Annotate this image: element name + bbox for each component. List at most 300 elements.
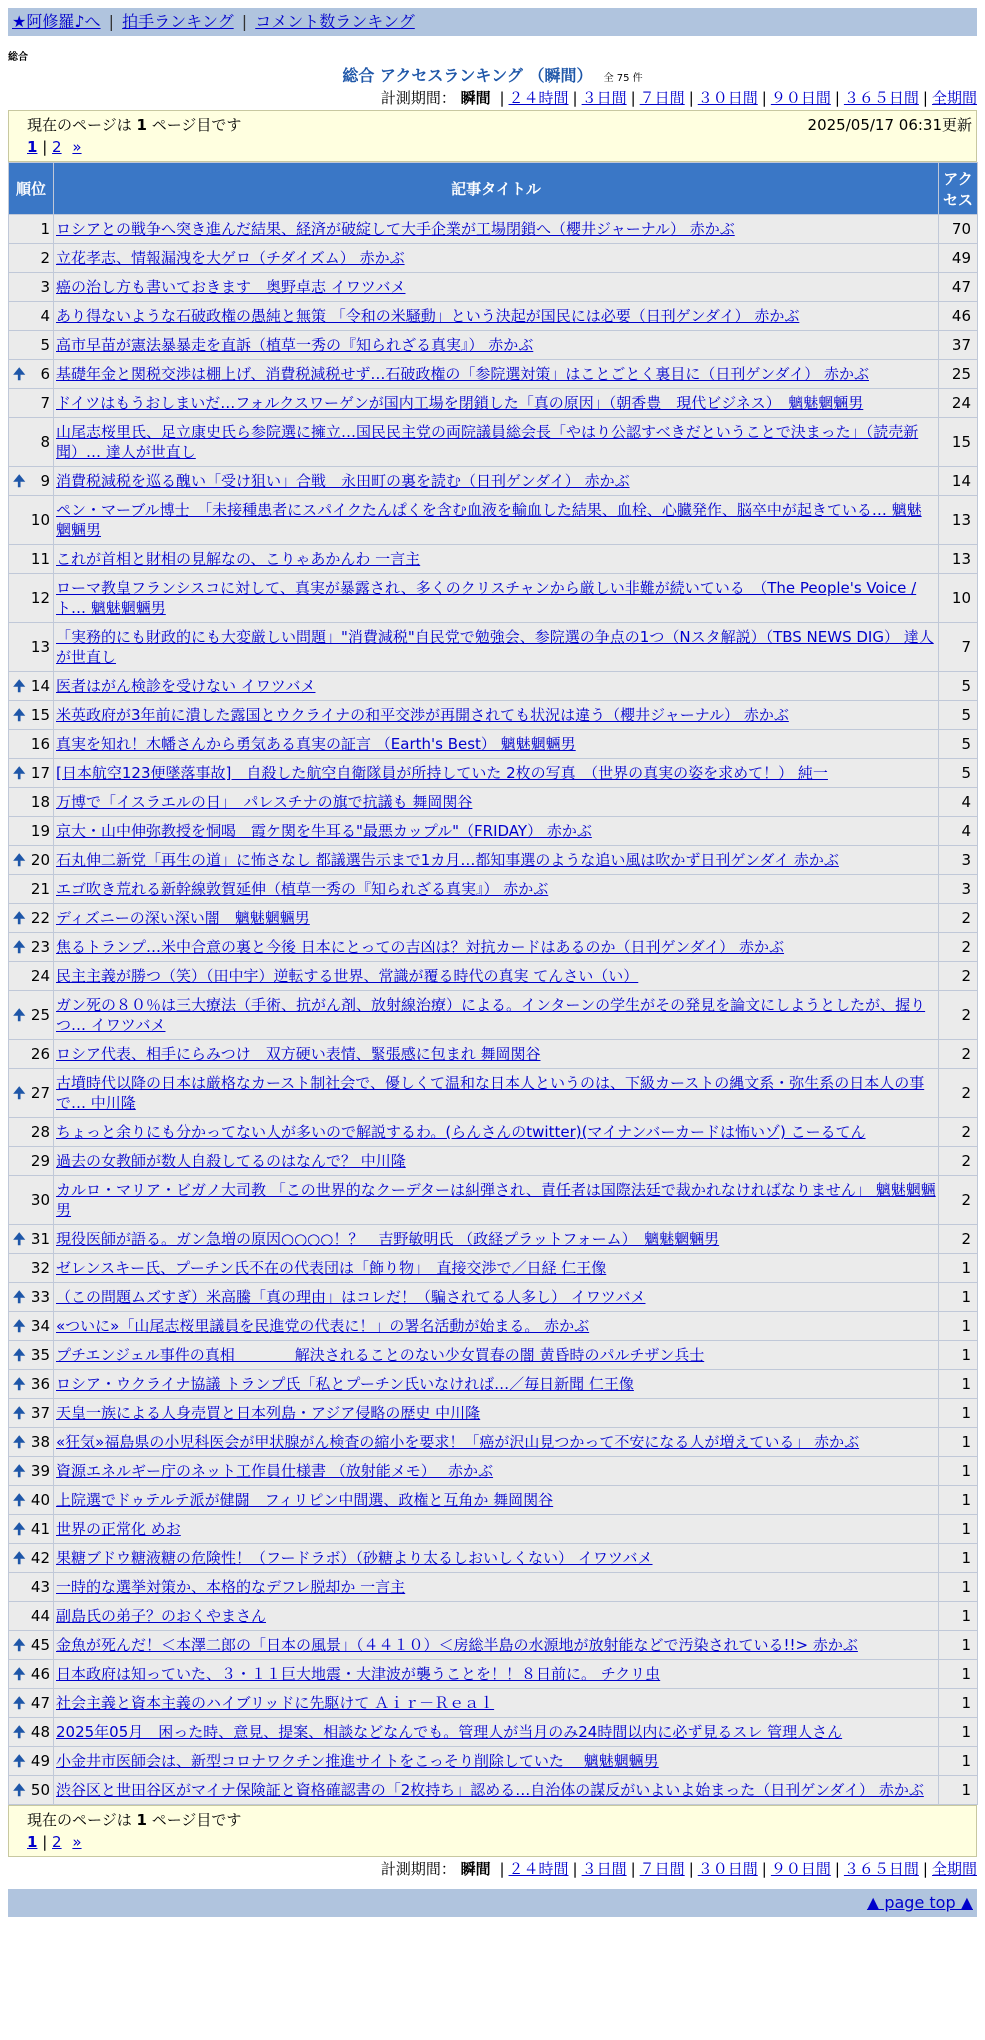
access-count: 13 [939,496,978,545]
period-link[interactable]: ３０日間 [697,89,758,107]
page-top-link[interactable]: ▲ page top ▲ [866,1893,973,1912]
article-link[interactable]: 2025年05月 困った時、意見、提案、相談などなんでも。管理人が当月のみ24時間以内に必ず見るスレ 管理人さん [56,1723,843,1741]
period-separator: | [630,89,636,107]
rank-up-arrow-icon: 🠉 [13,1404,26,1422]
article-link[interactable]: これが首相と財相の見解なの、こりゃあかんわ 一言主 [56,550,421,568]
table-row [9,1176,978,1225]
access-count: 1 [939,1283,978,1312]
rank-up-arrow-icon: 🠉 [13,1549,26,1567]
rank-up-arrow-icon: 🠉 [13,1462,26,1480]
table-row [9,788,978,817]
article-link[interactable]: ロシアとの戦争へ突き進んだ結果、経済が破綻して大手企業が工場閉鎖へ（櫻井ジャーナル） 赤かぶ [56,220,735,238]
article-link[interactable]: あり得ないような石破政権の愚純と無策 「令和の米騒動」という決起が国民には必要（日刊ゲンダイ） 赤かぶ [56,307,800,325]
rank-up-arrow-icon: 🠉 [13,1288,26,1306]
table-row [9,1573,978,1602]
title-cell [54,1312,939,1341]
rank-number: 35 [30,1346,50,1364]
title-cell [54,623,939,672]
article-link[interactable]: 過去の女教師が数人自殺してるのはなんで？ 中川隆 [56,1152,406,1170]
rank-number: 2 [40,249,50,267]
title-cell [54,1069,939,1118]
period-link[interactable]: ９０日間 [770,1860,831,1878]
paging-box-top [8,110,977,162]
article-link[interactable]: ローマ教皇フランシスコに対して、真実が暴露され、多くのクリスチャンから厳しい非難が続いている （The People's Voice / ト… 魑魅魍魎男 [56,579,917,617]
article-link[interactable]: [日本航空123便墜落事故] 自殺した航空自衛隊員が所持していた 2枚の写真 （世界の真実の姿を求めて！） 純一 [56,764,828,782]
title-cell [54,418,939,467]
rank-cell [9,360,54,389]
page-1-link[interactable]: 1 [27,138,38,156]
title-cell [54,672,939,701]
article-link[interactable]: 一時的な選挙対策か、本格的なデフレ脱却か 一言主 [56,1578,406,1596]
table-row [9,1428,978,1457]
table-row [9,1341,978,1370]
table-row [9,1069,978,1118]
table-row [9,467,978,496]
rank-number: 23 [30,938,50,956]
title-cell [54,1283,939,1312]
rank-number: 13 [30,638,50,656]
rank-cell [9,574,54,623]
title-cell [54,496,939,545]
table-row [9,1776,978,1805]
title-cell [54,875,939,904]
access-count: 1 [939,1312,978,1341]
access-count: 2 [939,1225,978,1254]
rank-cell [9,418,54,467]
item-count: 全 75 件 [603,73,643,84]
article-link[interactable]: 資源エネルギー庁のネット工作員仕様書 （放射能メモ） 赤かぶ [56,1462,494,1480]
rank-up-arrow-icon: 🠉 [13,1230,26,1248]
access-count: 1 [939,1544,978,1573]
article-link[interactable]: 立花孝志、情報漏洩を大ゲロ（チダイズム） 赤かぶ [56,249,405,267]
rank-number: 27 [30,1084,50,1102]
article-link[interactable]: 山尾志桜里氏、足立康史氏ら参院選に擁立…国民民主党の両院議員総会長「やはり公認すべきだということで決まった」（読売新聞）… 達人が世直し [56,423,919,461]
access-count: 1 [939,1776,978,1805]
article-link[interactable]: 癌の治し方も書いておきます 奥野卓志 イワツバメ [56,278,406,296]
period-link[interactable]: 全期間 [931,1860,977,1878]
rank-cell [9,1573,54,1602]
access-count: 1 [939,1602,978,1631]
rank-number: 22 [30,909,50,927]
page-1-link[interactable]: 1 [27,1833,38,1851]
header-access: アクセス [939,163,978,215]
period-link[interactable]: ３６５日間 [843,89,919,107]
rank-cell [9,672,54,701]
page-title: 総合 アクセスランキング （瞬間） [342,66,593,85]
article-link[interactable]: 日本政府は知っていた、３・１１巨大地震・大津波が襲うことを！！８日前に。 チクリ虫 [56,1665,661,1683]
table-row [9,1370,978,1399]
access-count: 4 [939,788,978,817]
rank-up-arrow-icon: 🠉 [13,1006,26,1024]
rank-up-arrow-icon: 🠉 [13,1665,26,1683]
access-count: 7 [939,623,978,672]
rank-number: 8 [40,433,50,451]
page-heading [8,66,977,86]
title-cell [54,1254,939,1283]
article-link[interactable]: 医者はがん検診を受けない イワツバメ [56,677,316,695]
rank-number: 41 [30,1520,50,1538]
article-link[interactable]: （この問題ムズすぎ）米高騰「真の理由」はコレだ！（騙されてる人多し） イワツバメ [56,1288,646,1306]
page-status-suffix: ページ目です [151,1811,242,1829]
next-page-link[interactable]: » [72,1833,82,1851]
rank-cell [9,817,54,846]
header-title: 記事タイトル [54,163,939,215]
article-link[interactable]: ロシア・ウクライナ協議 トランプ氏「私とプーチン氏いなければ…／毎日新聞 仁王像 [56,1375,634,1393]
period-separator: | [499,89,505,107]
rank-up-arrow-icon: 🠉 [13,1375,26,1393]
title-cell [54,1544,939,1573]
title-cell [54,1573,939,1602]
rank-cell [9,623,54,672]
title-cell [54,1040,939,1069]
title-cell [54,730,939,759]
table-row [9,1486,978,1515]
rank-up-arrow-icon: 🠉 [13,1317,26,1335]
rank-number: 15 [30,706,50,724]
table-row [9,496,978,545]
article-link[interactable]: 米英政府が3年前に潰した露国とウクライナの和平交渉が再開されても状況は違う（櫻井ジャーナル） 赤かぶ [56,706,789,724]
period-separator: | [834,1860,840,1878]
article-link[interactable]: 万博で「イスラエルの日」 パレスチナの旗で抗議も 舞岡関谷 [56,793,473,811]
rank-cell [9,759,54,788]
rank-up-arrow-icon: 🠉 [13,938,26,956]
title-cell [54,1747,939,1776]
rank-cell [9,875,54,904]
rank-number: 4 [40,307,50,325]
article-link[interactable]: 果糖ブドウ糖液糖の危険性！（フードラボ）（砂糖より太るしおいしくない） イワツバメ [56,1549,653,1567]
title-cell [54,991,939,1040]
category-label: 総合 [8,52,28,63]
article-link[interactable]: ちょっと余りにも分かってない人が多いので解説するわ。(らんさんのtwitter)(マイナンバーカードは怖いゾ) こーるてん [56,1123,866,1141]
access-count: 2 [939,1118,978,1147]
rank-cell [9,1747,54,1776]
period-link[interactable]: ３日間 [581,1860,627,1878]
rank-cell [9,1486,54,1515]
article-link[interactable]: «狂気»福島県の小児科医会が甲状腺がん検査の縮小を要求！「癌が沢山見つかって不安になる人が増えている」 赤かぶ [56,1433,860,1451]
rank-cell [9,1544,54,1573]
article-link[interactable]: 天皇一族による人身売買と日本列島・アジア侵略の歴史 中川隆 [56,1404,481,1422]
article-link[interactable]: 社会主義と資本主義のハイブリッドに先駆けて Ａｉｒ－Ｒｅａｌ [56,1694,495,1712]
title-cell [54,933,939,962]
table-row [9,215,978,244]
title-cell [54,1225,939,1254]
title-cell [54,817,939,846]
page-status [27,1809,976,1831]
table-row [9,1660,978,1689]
article-link[interactable]: 石丸伸二新党「再生の道」に怖さなし 都議選告示まで1カ月…都知事選のような追い風は吹かず日刊ゲンダイ 赤かぶ [56,851,839,869]
title-cell [54,389,939,418]
table-row [9,962,978,991]
page-2-link[interactable]: 2 [52,1833,62,1851]
title-cell [54,1689,939,1718]
rank-cell [9,991,54,1040]
rank-cell [9,496,54,545]
article-link[interactable]: 世界の正常化 めお [56,1520,181,1538]
period-current: 瞬間 [460,89,491,107]
access-count: 5 [939,672,978,701]
rank-cell [9,1689,54,1718]
rank-up-arrow-icon: 🠉 [13,677,26,695]
rank-cell [9,701,54,730]
article-link[interactable]: ガン死の８０％は三大療法（手術、抗がん剤、放射線治療）による。インターンの学生がその発見を論文にしようとしたが、握りつ… イワツバメ [56,996,926,1034]
rank-cell [9,1602,54,1631]
title-cell [54,1341,939,1370]
title-cell [54,215,939,244]
article-link[interactable]: ドイツはもうおしまいだ…フォルクスワーゲンが国内工場を閉鎖した「真の原因」（朝香豊 現代ビジネス） 魑魅魍魎男 [56,394,864,412]
access-count: 24 [939,389,978,418]
title-cell [54,360,939,389]
rank-number: 10 [30,511,50,529]
page-separator: | [42,138,53,156]
rank-number: 49 [30,1752,50,1770]
article-link[interactable]: 基礎年金と関税交渉は棚上げ、消費税減税せず…石破政権の「参院選対策」はことごとく裏目に（日刊ゲンダイ） 赤かぶ [56,365,869,383]
article-link[interactable]: エゴ吹き荒れる新幹線敦賀延伸（植草一秀の『知られざる真実』） 赤かぶ [56,880,549,898]
rank-up-arrow-icon: 🠉 [13,1346,26,1364]
page-status-prefix: 現在のページは [27,1811,132,1829]
rank-number: 31 [30,1230,50,1248]
access-count: 1 [939,1341,978,1370]
nav-separator: | [108,12,115,31]
rank-number: 24 [30,967,50,985]
table-row [9,302,978,331]
table-row [9,730,978,759]
table-row [9,574,978,623]
article-link[interactable]: 高市早苗が憲法暴暴走を直訴（植草一秀の『知られざる真実』） 赤かぶ [56,336,534,354]
rank-cell [9,389,54,418]
rank-number: 21 [30,880,50,898]
table-row [9,418,978,467]
article-link[interactable]: 消費税減税を巡る醜い「受け狙い」合戦 永田町の裏を読む（日刊ゲンダイ） 赤かぶ [56,472,630,490]
table-row [9,875,978,904]
rank-number: 14 [30,677,50,695]
rank-cell [9,1225,54,1254]
article-link[interactable]: 上院選でドゥテルテ派が健闘 フィリピン中間選、政権と互角か 舞岡関谷 [56,1491,554,1509]
comment-ranking-link[interactable]: コメント数ランキング [255,12,415,31]
article-link[interactable]: ペン・マーブル博士 「未接種患者にスパイクたんぱくを含む血液を輸血した結果、血栓、心臓発作、脳卒中が起きている… 魑魅魍魎男 [56,501,922,539]
article-link[interactable]: 副島氏の弟子？のおくやまさん [56,1607,267,1625]
rank-number: 12 [30,589,50,607]
access-count: 5 [939,759,978,788]
table-row [9,1225,978,1254]
rank-cell [9,545,54,574]
access-count: 2 [939,1176,978,1225]
article-link[interactable]: 「実務的にも財政的にも大変厳しい問題」"消費減税"自民党で勉強会、参院選の争点の1つ（Nスタ解説）（TBS NEWS DIG） 達人が世直し [56,628,934,666]
access-count: 1 [939,1515,978,1544]
rank-number: 46 [30,1665,50,1683]
title-cell [54,1370,939,1399]
access-count: 2 [939,1069,978,1118]
article-link[interactable]: 小金井市医師会は、新型コロナワクチン推進サイトをこっそり削除していた 魑魅魍魎男 [56,1752,659,1770]
access-count: 1 [939,1254,978,1283]
period-link[interactable]: ２４時間 [508,1860,569,1878]
period-link[interactable]: 全期間 [931,89,977,107]
title-cell [54,545,939,574]
title-cell [54,1631,939,1660]
table-row [9,1040,978,1069]
article-link[interactable]: «ついに»「山尾志桜里議員を民進党の代表に！」の署名活動が始まる。 赤かぶ [56,1317,590,1335]
table-row [9,1147,978,1176]
title-cell [54,846,939,875]
table-row [9,759,978,788]
rank-cell [9,1312,54,1341]
table-row [9,389,978,418]
title-cell [54,1486,939,1515]
pagination [27,1831,976,1853]
article-link[interactable]: 焦るトランプ…米中合意の裏と今後 日本にとっての吉凶は？対抗カードはあるのか（日刊ゲンダイ） 赤かぶ [56,938,785,956]
table-row [9,846,978,875]
table-row [9,1602,978,1631]
period-link[interactable]: ３６５日間 [843,1860,919,1878]
period-link[interactable]: ３日間 [581,89,627,107]
rank-up-arrow-icon: 🠉 [13,1491,26,1509]
title-cell [54,574,939,623]
access-count: 2 [939,933,978,962]
rank-cell [9,1457,54,1486]
title-cell [54,701,939,730]
article-link[interactable]: 真実を知れ！木幡さんから勇気ある真実の証言 （Earth's Best） 魑魅魍魎男 [56,735,576,753]
access-count: 1 [939,1399,978,1428]
rank-number: 42 [30,1549,50,1567]
period-link[interactable]: ３０日間 [697,1860,758,1878]
rank-number: 7 [40,394,50,412]
article-link[interactable]: 京大・山中伸弥教授を恫喝 霞ケ関を牛耳る"最悪カップル"（FRIDAY） 赤かぶ [56,822,592,840]
access-count: 1 [939,1457,978,1486]
access-count: 14 [939,467,978,496]
period-link[interactable]: ７日間 [639,1860,685,1878]
rank-up-arrow-icon: 🠉 [13,365,26,383]
table-row [9,1254,978,1283]
page-status-suffix: ページ目です [151,116,242,134]
access-count: 1 [939,1486,978,1515]
access-count: 2 [939,904,978,933]
article-link[interactable]: 古墳時代以降の日本は厳格なカースト制社会で、優しくて温和な日本人というのは、下級カーストの縄文系・弥生系の日本人の事で… 中川隆 [56,1074,925,1112]
page-2-link[interactable]: 2 [52,138,62,156]
home-link[interactable]: ★阿修羅♪へ [12,12,101,31]
nav-separator: | [241,12,248,31]
title-cell [54,1515,939,1544]
header-rank: 順位 [9,163,54,215]
paging-box-bottom [8,1805,977,1857]
rank-number: 47 [30,1694,50,1712]
rank-number: 17 [30,764,50,782]
rank-number: 19 [30,822,50,840]
rank-number: 16 [30,735,50,753]
rank-number: 39 [30,1462,50,1480]
rank-cell [9,1428,54,1457]
access-count: 3 [939,875,978,904]
period-current: 瞬間 [460,1860,491,1878]
rank-number: 20 [30,851,50,869]
rank-up-arrow-icon: 🠉 [13,909,26,927]
article-link[interactable]: ディズニーの深い深い闇 魑魅魍魎男 [56,909,310,927]
period-selector-top [8,86,977,110]
title-cell [54,1118,939,1147]
article-link[interactable]: プチエンジェル事件の真相 解決されることのない少女買春の闇 黄昏時のパルチザン兵士 [56,1346,705,1364]
table-row [9,1515,978,1544]
access-count: 2 [939,1040,978,1069]
rank-cell [9,933,54,962]
rank-cell [9,1040,54,1069]
period-link[interactable]: ９０日間 [770,89,831,107]
rank-cell [9,467,54,496]
rank-up-arrow-icon: 🠉 [13,472,26,490]
rank-cell [9,1069,54,1118]
table-row [9,904,978,933]
rank-cell [9,331,54,360]
period-link[interactable]: ２４時間 [508,89,569,107]
rank-number: 43 [30,1578,50,1596]
rank-up-arrow-icon: 🠉 [13,1084,26,1102]
table-row [9,1631,978,1660]
rank-number: 44 [30,1607,50,1625]
rank-number: 9 [40,472,50,490]
period-label: 計測期間： [380,1860,456,1878]
article-link[interactable]: 渋谷区と世田谷区がマイナ保険証と資格確認書の「2枚持ち」認める…自治体の謀反がいよいよ始まった（日刊ゲンダイ） 赤かぶ [56,1781,924,1799]
rank-cell [9,962,54,991]
rank-number: 25 [30,1006,50,1024]
clap-ranking-link[interactable]: 拍手ランキング [122,12,234,31]
article-link[interactable]: 金魚が死んだ！＜本澤二郎の「日本の風景」（４４１０）＜房総半島の水源地が放射能などで汚染されている!!> 赤かぶ [56,1636,858,1654]
title-cell [54,788,939,817]
table-row [9,1718,978,1747]
next-page-link[interactable]: » [72,138,82,156]
article-link[interactable]: ロシア代表、相手にらみつけ 双方硬い表情、緊張感に包まれ 舞岡関谷 [56,1045,541,1063]
rank-number: 36 [30,1375,50,1393]
rank-up-arrow-icon: 🠉 [13,1520,26,1538]
period-separator: | [922,1860,928,1878]
title-cell [54,467,939,496]
access-count: 47 [939,273,978,302]
access-count: 2 [939,1147,978,1176]
article-link[interactable]: カルロ・マリア・ビガノ大司教 「この世界的なクーデターは糾弾され、責任者は国際法廷で裁かれなければなりません」 魑魅魍魎男 [56,1181,936,1219]
table-row [9,1118,978,1147]
page-status-number: 1 [136,1811,147,1829]
title-cell [54,962,939,991]
rank-number: 18 [30,793,50,811]
table-row [9,701,978,730]
title-cell [54,1718,939,1747]
rank-cell [9,1660,54,1689]
title-cell [54,1776,939,1805]
access-count: 4 [939,817,978,846]
page-status-prefix: 現在のページは [27,116,132,134]
rank-number: 6 [40,365,50,383]
access-count: 10 [939,574,978,623]
rank-number: 3 [40,278,50,296]
period-selector-bottom [8,1857,977,1881]
rank-cell [9,215,54,244]
access-count: 1 [939,1573,978,1602]
table-row [9,1312,978,1341]
rank-cell [9,1118,54,1147]
period-link[interactable]: ７日間 [639,89,685,107]
rank-cell [9,1718,54,1747]
article-link[interactable]: 現役医師が語る。ガン急増の原因○○○○！？ 吉野敏明氏 （政経プラットフォーム） 魑魅魍魎男 [56,1230,720,1248]
access-count: 15 [939,418,978,467]
rank-cell [9,1254,54,1283]
rank-number: 32 [30,1259,50,1277]
table-row [9,331,978,360]
access-count: 1 [939,1718,978,1747]
period-separator: | [630,1860,636,1878]
bottom-nav [8,1889,977,1917]
article-link[interactable]: ゼレンスキー氏、プーチン氏不在の代表団は「飾り物」 直接交渉で／日経 仁王像 [56,1259,607,1277]
period-separator: | [572,1860,578,1878]
period-separator: | [688,89,694,107]
table-row [9,623,978,672]
rank-cell [9,1341,54,1370]
article-link[interactable]: 民主主義が勝つ（笑）（田中宇）逆転する世界、常識が覆る時代の真実 てんさい（い） [56,967,639,985]
